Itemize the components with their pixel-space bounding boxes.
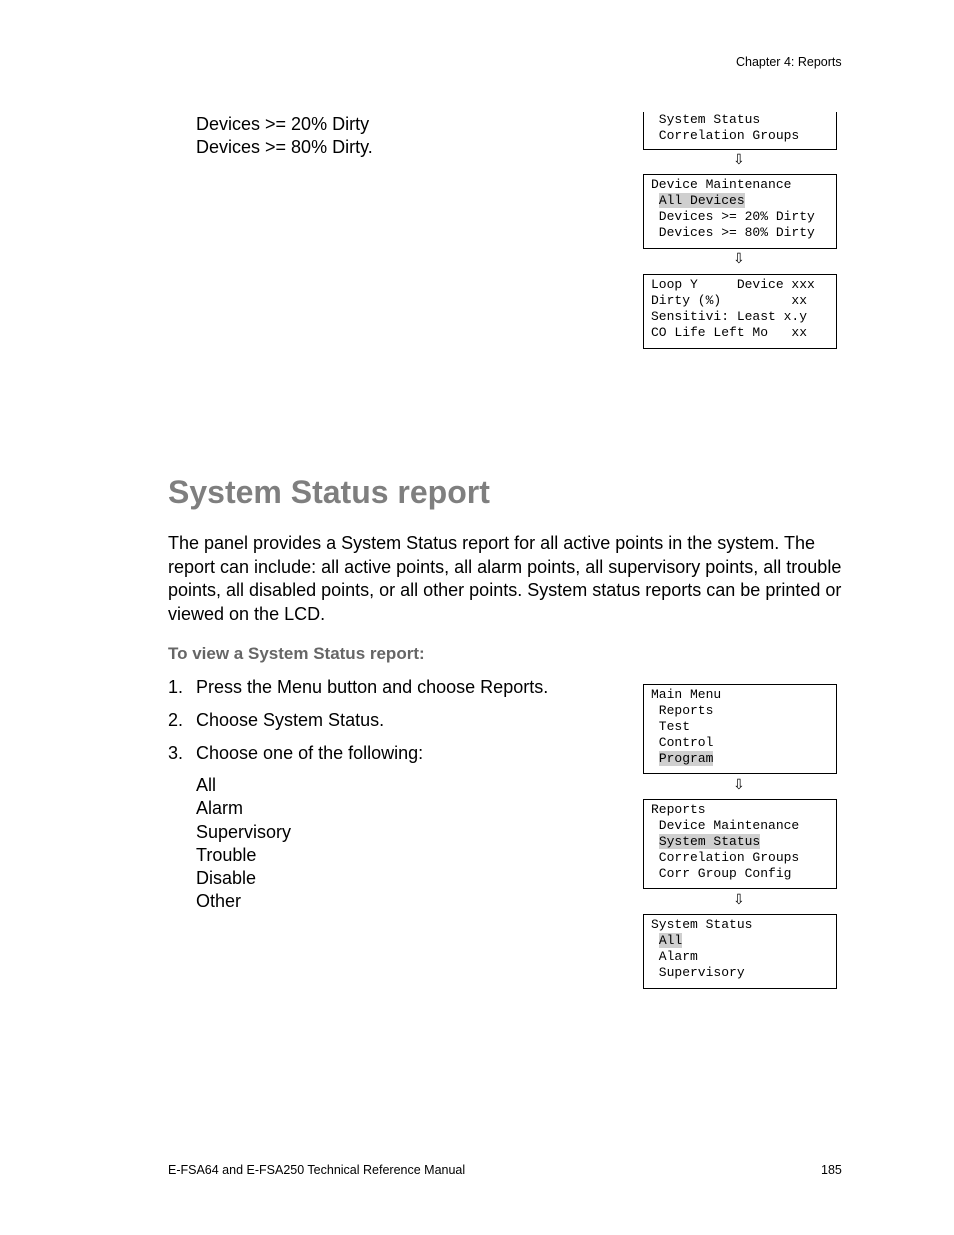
lcd-selected-line: System Status [658, 834, 761, 849]
lcd-line: Reports [651, 703, 714, 718]
lcd-line-wrapper [651, 933, 836, 949]
lcd-line: Correlation Groups [651, 850, 800, 865]
option-item: Other [196, 891, 242, 912]
step-text: Choose one of the following: [196, 743, 424, 763]
lcd-line-wrapper [651, 834, 836, 850]
option-item: All [196, 775, 217, 795]
option-item: Supervisory [196, 821, 292, 842]
step-1 [168, 676, 548, 698]
lcd-line: Dirty (%) xx [651, 293, 808, 308]
option-item: Disable [196, 868, 257, 889]
lcd-screen-device-details [643, 274, 837, 349]
down-arrow-icon: ⇩ [733, 251, 745, 267]
lcd-line: CO Life Left Mo xx [651, 325, 808, 340]
lcd-line: System Status [651, 112, 761, 127]
lcd-line-wrapper [651, 751, 836, 767]
step-text: Choose System Status. [196, 710, 385, 730]
section-paragraph: The panel provides a System Status report for all active points in the system. The report can include: all active points, all alarm points, all supervisory points, all trouble points, all disabled points, or all other points. System status reports can be printed or viewed on the LCD. [168, 533, 842, 624]
top-option-list [196, 113, 373, 159]
down-arrow-icon: ⇩ [733, 152, 745, 168]
section-title: System Status report [168, 474, 490, 510]
lcd-line: System Status [651, 917, 753, 932]
chapter-header: Chapter 4: Reports [736, 55, 842, 69]
lcd-selected-line: All [658, 933, 683, 948]
lcd-line: Devices >= 20% Dirty [651, 209, 815, 224]
lcd-screen-device-maintenance [643, 174, 837, 249]
lcd-line: Supervisory [651, 965, 745, 980]
lcd-line-wrapper [651, 193, 836, 209]
lcd-line: Sensitivi: Least x.y [651, 309, 808, 324]
step-number: 3. [168, 743, 184, 763]
lcd-line: Control [651, 735, 714, 750]
page-number: 185 [821, 1163, 842, 1177]
lcd-line: Correlation Groups [651, 128, 800, 143]
lcd-selected-line: All Devices [658, 193, 745, 208]
lcd-screen-reports-menu-continued [643, 112, 837, 150]
lcd-line: Device Maintenance [651, 818, 800, 833]
lcd-screen-main-menu [643, 684, 837, 774]
option-item: Devices >= 80% Dirty. [196, 137, 373, 157]
lcd-screen-reports [643, 799, 837, 889]
lcd-line: Corr Group Config [651, 866, 792, 881]
option-item: Alarm [196, 798, 244, 819]
footer-manual-title: E-FSA64 and E-FSA250 Technical Reference Manual [168, 1163, 466, 1177]
lcd-line: Device Maintenance [651, 177, 792, 192]
lcd-line: Alarm [651, 949, 698, 964]
lcd-line: Loop Y Device xxx [651, 277, 815, 292]
lcd-selected-line: Program [658, 751, 714, 766]
lcd-line: Devices >= 80% Dirty [651, 225, 815, 240]
down-arrow-icon: ⇩ [733, 777, 745, 793]
down-arrow-icon: ⇩ [733, 892, 745, 908]
step-number: 1. [168, 677, 184, 697]
option-list [196, 774, 291, 914]
procedure-heading: To view a System Status report: [168, 644, 425, 663]
step-text: Press the Menu button and choose Reports. [196, 677, 549, 697]
option-item: Devices >= 20% Dirty [196, 114, 370, 134]
lcd-screen-system-status [643, 914, 837, 989]
step-number: 2. [168, 710, 184, 730]
option-item: Trouble [196, 844, 257, 865]
step-3 [168, 742, 423, 764]
step-2 [168, 709, 384, 731]
lcd-line: Reports [651, 802, 706, 817]
lcd-line: Main Menu [651, 687, 722, 702]
lcd-line: Test [651, 719, 691, 734]
